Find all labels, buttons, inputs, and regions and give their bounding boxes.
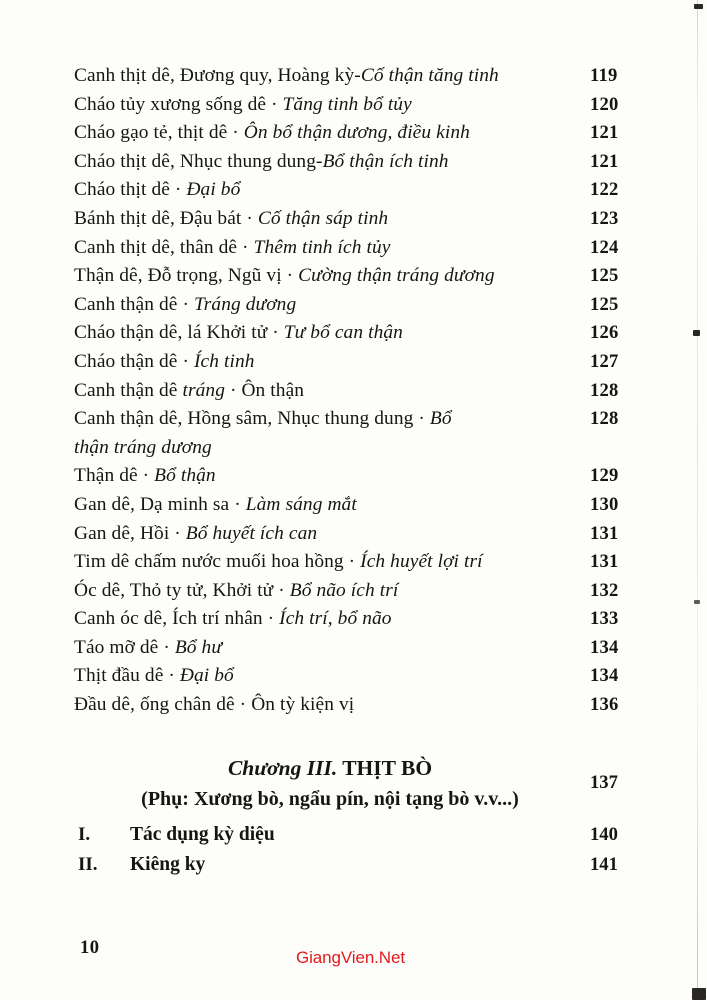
- toc-entry-roman: Canh thịt dê, thân dê ·: [74, 236, 254, 258]
- toc-entry: [74, 205, 642, 234]
- toc-entry-roman: Cháo thịt dê, Nhục thung dung-: [74, 150, 323, 172]
- toc-entry-title: [74, 577, 642, 606]
- toc-entry: [74, 548, 642, 577]
- toc-entry-roman: Thận dê, Đỗ trọng, Ngũ vị ·: [74, 265, 299, 287]
- toc-entry-title: [74, 491, 642, 520]
- toc-entry-italic: Bổ huyết ích can: [185, 522, 318, 544]
- section-label: Kiêng ky: [130, 854, 206, 875]
- section-numeral: II.: [78, 854, 98, 875]
- toc-entry-page-number: 130: [590, 493, 619, 515]
- toc-entry-page-number: 128: [590, 408, 619, 430]
- toc-entry-italic: Tư bổ can thận: [283, 322, 403, 344]
- toc-entry: [74, 691, 642, 720]
- toc-entry-italic: Bổ hư: [174, 636, 223, 658]
- toc-entry-italic: Bổ thận ích tinh: [322, 150, 449, 172]
- toc-entry-italic: Ôn bổ thận dương, điều kinh: [243, 122, 470, 144]
- toc-entry-italic: Cố thận tăng tinh: [360, 65, 499, 86]
- toc-entry-roman: Thận dê ·: [74, 465, 155, 487]
- toc-entry-italic: Bổ: [429, 408, 452, 430]
- section-row: [74, 850, 642, 880]
- chapter-number: Chương III.: [227, 756, 338, 780]
- toc-entry-roman: Cháo tủy xương sống dê ·: [74, 93, 283, 115]
- toc-entry-page-number: 128: [590, 379, 619, 401]
- chapter-title: THỊT BÒ: [342, 756, 433, 780]
- toc-entry-page-number: 131: [590, 522, 619, 544]
- toc-entry-title: [74, 520, 642, 549]
- section-page-number: 141: [590, 854, 618, 875]
- toc-entry-page-number: 129: [590, 465, 619, 487]
- toc-entry-italic: Cường thận tráng dương: [298, 265, 495, 287]
- toc-entry: [74, 262, 642, 291]
- toc-entry-roman: Canh thịt dê, Đương quy, Hoàng kỳ-: [74, 65, 361, 86]
- toc-entry-roman: Táo mỡ dê ·: [74, 636, 175, 658]
- toc-entry-title: [74, 691, 642, 720]
- section-page-number: 140: [590, 824, 618, 845]
- toc-entry-italic: Đại bổ: [186, 179, 241, 201]
- toc-entry: [74, 234, 642, 263]
- toc-entry: [74, 520, 642, 549]
- toc-entry-title: [74, 377, 642, 406]
- toc-entry-continuation: thận tráng dương: [74, 436, 212, 458]
- toc-entry: [74, 148, 642, 177]
- toc-entry-title: [74, 348, 642, 377]
- toc-entry-page-number: 126: [590, 322, 619, 344]
- toc-entry: [74, 662, 642, 691]
- section-label: Tác dụng kỳ diệu: [130, 824, 275, 845]
- toc-entry-roman: Canh thận dê ·: [74, 293, 194, 315]
- toc-entry-italic: Tráng dương: [193, 293, 297, 315]
- toc-entry-page-number: 124: [590, 236, 619, 258]
- toc-entry: [74, 634, 642, 663]
- toc-entry-roman-tail: · Ôn thận: [225, 379, 305, 401]
- toc-entry: [74, 605, 642, 634]
- toc-entry-page-number: 134: [590, 636, 619, 658]
- toc-entry: [74, 176, 642, 205]
- toc-entry-page-number: 125: [590, 265, 619, 287]
- scan-speck: [692, 988, 706, 1000]
- toc-entry-title: [74, 291, 642, 320]
- toc-entry: [74, 577, 642, 606]
- toc-entry-page-number: 121: [590, 150, 619, 172]
- toc-entry-title: [74, 234, 642, 263]
- page-edge-artifact: [697, 0, 698, 1000]
- toc-entry-italic: Làm sáng mắt: [245, 493, 357, 515]
- toc-entry-title: [74, 262, 642, 291]
- toc-entry-title: [74, 634, 642, 663]
- toc-entry-title: [74, 119, 642, 148]
- toc-entry: [74, 62, 642, 91]
- toc-entry-page-number: 121: [590, 122, 619, 144]
- toc-entry-italic: Bổ não ích trí: [289, 579, 399, 601]
- toc-entry-title: [74, 148, 642, 177]
- toc-entry-title: [74, 62, 642, 91]
- toc-entry-italic: Cố thận sáp tinh: [257, 207, 389, 229]
- toc-entry-italic: Ích trí, bổ não: [279, 608, 392, 630]
- toc-entry-roman: Cháo thận dê, lá Khởi tử ·: [74, 322, 284, 344]
- toc-entry-roman: Cháo thận dê ·: [74, 350, 194, 372]
- toc-entry-italic: Bổ thận: [154, 465, 216, 487]
- toc-entry-page-number: 133: [590, 608, 619, 630]
- toc-entry-roman: Canh óc dê, Ích trí nhân ·: [74, 608, 280, 630]
- toc-entry: [74, 377, 642, 406]
- toc-entry-title: [74, 176, 642, 205]
- toc-entry-page-number: 125: [590, 293, 619, 315]
- toc-entry-title: [74, 662, 642, 691]
- toc-entry-italic: Ích tinh: [193, 350, 255, 372]
- toc-entry-page-number: 136: [590, 694, 619, 716]
- toc-entry-roman: Tim dê chấm nước muối hoa hồng ·: [74, 551, 361, 573]
- toc-entry-title: [74, 462, 642, 491]
- scan-speck: [693, 330, 700, 336]
- toc-entry-title: [74, 319, 642, 348]
- toc-entry-page-number: 120: [590, 93, 619, 115]
- toc-entry: [74, 491, 642, 520]
- toc-entry-italic: Đại bổ: [179, 665, 234, 687]
- watermark-text: GiangVien.Net: [296, 948, 405, 967]
- toc-entry-roman: Gan dê, Hồi ·: [74, 522, 186, 544]
- table-of-contents: [74, 62, 642, 720]
- toc-entry-page-number: 132: [590, 579, 619, 601]
- scan-speck: [694, 4, 703, 9]
- toc-entry-title: [74, 205, 642, 234]
- scan-speck: [694, 600, 700, 604]
- toc-entry-italic: Thêm tinh ích tủy: [253, 236, 391, 258]
- toc-entry-title: [74, 91, 642, 120]
- toc-entry-italic: tráng: [182, 379, 225, 401]
- toc-entry-title: [74, 605, 642, 634]
- toc-entry-title: [74, 548, 642, 577]
- toc-entry: [74, 319, 642, 348]
- toc-entry: [74, 291, 642, 320]
- toc-entry: [74, 405, 642, 462]
- toc-entry-italic: Ích huyết lợi trí: [360, 551, 483, 573]
- section-row: [74, 820, 642, 850]
- toc-entry-page-number: 127: [590, 350, 619, 372]
- chapter-subtitle: (Phụ: Xương bò, ngẩu pín, nội tạng bò v.v...): [141, 788, 519, 810]
- toc-entry-page-number: 123: [590, 207, 619, 229]
- chapter-heading-block: [74, 752, 642, 814]
- chapter-title-line: [74, 752, 642, 784]
- toc-entry-italic: Tăng tinh bổ tủy: [282, 93, 412, 115]
- toc-entry-roman: Óc dê, Thỏ ty tử, Khởi tử ·: [74, 579, 290, 601]
- toc-entry-roman: Bánh thịt dê, Đậu bát ·: [74, 207, 258, 229]
- toc-entry-page-number: 131: [590, 551, 619, 573]
- section-numeral: I.: [78, 824, 91, 845]
- toc-entry-roman: Canh thận dê: [74, 379, 183, 401]
- toc-entry-page-number: 122: [590, 179, 619, 201]
- toc-entry-roman: Thịt đầu dê ·: [74, 665, 180, 687]
- toc-entry: [74, 348, 642, 377]
- toc-entry-page-number: 119: [590, 65, 618, 86]
- chapter-section-list: [74, 820, 642, 880]
- toc-entry-title: [74, 405, 642, 462]
- toc-entry: [74, 119, 642, 148]
- toc-entry-roman: Đầu dê, ống chân dê · Ôn tỳ kiện vị: [74, 694, 355, 716]
- page-folio-number: 10: [80, 938, 100, 958]
- toc-entry: [74, 462, 642, 491]
- toc-entry-roman: Cháo gạo tẻ, thịt dê ·: [74, 122, 244, 144]
- toc-entry: [74, 91, 642, 120]
- toc-entry-page-number: 134: [590, 665, 619, 687]
- toc-entry-roman: Gan dê, Dạ minh sa ·: [74, 493, 246, 515]
- chapter-page-number: 137: [590, 772, 618, 793]
- toc-entry-roman: Canh thận dê, Hồng sâm, Nhục thung dung ·: [74, 408, 430, 430]
- toc-entry-roman: Cháo thịt dê ·: [74, 179, 187, 201]
